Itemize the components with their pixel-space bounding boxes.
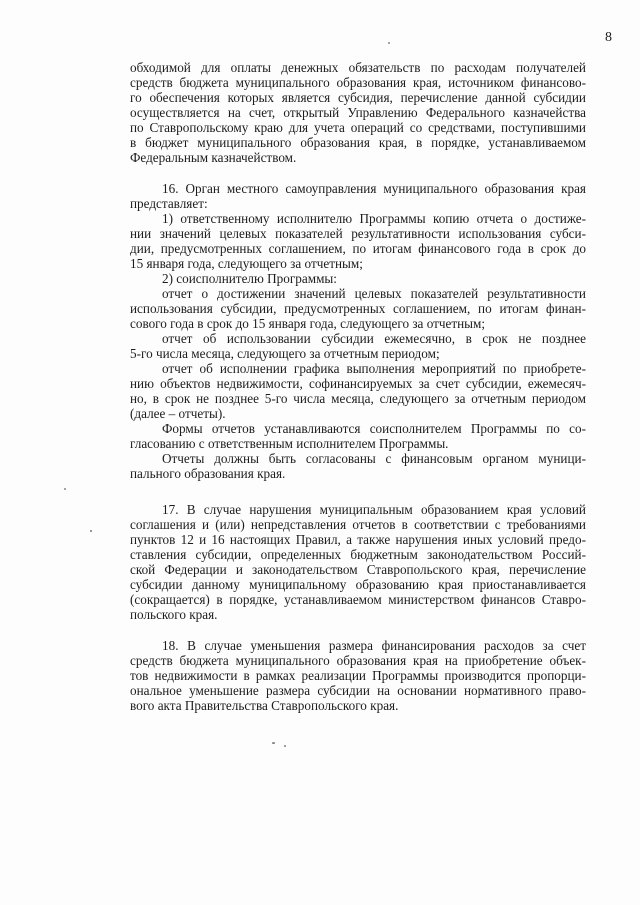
text-line: Федеральным казначейством. <box>130 150 297 165</box>
text-line: отчет об исполнении графика выполнения мероприятий по приобрете- <box>162 361 586 376</box>
text-line: го обеспечения которых является субсидия, перечисление данной субсидии <box>130 90 586 105</box>
text-line: ональное уменьшение размера субсидии на основании нормативного право- <box>130 683 586 698</box>
text-line: использования субсидии, предусмотренных соглашением, по итогам финан- <box>130 301 586 316</box>
text-line: тов недвижимости в рамках реализации Программы производится пропорци- <box>130 668 586 683</box>
text-line: отчет об использовании субсидии ежемесячно, в срок не позднее <box>162 331 586 346</box>
text-line: по Ставропольскому краю для учета операций со средствами, поступившими <box>130 120 586 135</box>
page-number: 8 <box>605 30 612 45</box>
text-line: обходимой для оплаты денежных обязательств по расходам получателей <box>130 60 586 75</box>
text-line: ставления субсидии, определенных бюджетным законодательством Россий- <box>130 547 586 562</box>
text-line: представляет: <box>130 196 208 211</box>
text-line: 2) соисполнителю Программы: <box>162 271 337 286</box>
text-line: Отчеты должны быть согласованы с финансовым органом муници- <box>162 451 586 466</box>
text-line: соглашения и (или) непредставления отчетов в соответствии с требованиями <box>130 517 586 532</box>
text-line: нии значений целевых показателей результативности использования субси- <box>130 226 586 241</box>
text-line: пального образования края. <box>130 466 286 481</box>
scan-speck <box>284 745 286 747</box>
text-line: средств бюджета муниципального образования края, источником финансово- <box>130 75 586 90</box>
text-line: Формы отчетов устанавливаются соисполнителем Программы по со- <box>162 421 586 436</box>
paragraph-17-heading: 17. В случае нарушения муниципальным образованием края условий <box>162 502 586 517</box>
text-line: гласованию с ответственным исполнителем Программы. <box>130 436 449 451</box>
text-line: сового года в срок до 15 января года, следующего за отчетным; <box>130 316 486 331</box>
text-line: нию объектов недвижимости, софинансируемых за счет субсидии, ежемесяч- <box>130 376 586 391</box>
text-line: дии, предусмотренных соглашением, по итогам финансового года в срок до <box>130 241 586 256</box>
text-line: вого акта Правительства Ставропольского края. <box>130 698 399 713</box>
text-line: в бюджет муниципального образования края, в порядке, устанавливаемом <box>130 135 586 150</box>
text-line: 1) ответственному исполнителю Программы копию отчета о достиже- <box>162 211 586 226</box>
text-line: отчет о достижении значений целевых показателей результативности <box>162 286 586 301</box>
text-line: (далее – отчеты). <box>130 406 226 421</box>
text-line: пунктов 12 и 16 настоящих Правил, а также нарушения иных условий предо- <box>130 532 586 547</box>
text-line: ской Федерации и законодательством Ставропольского края, перечисление <box>130 562 586 577</box>
text-line: польского края. <box>130 607 218 622</box>
text-line: субсидии данному муниципальному образованию края приостанавливается <box>130 577 586 592</box>
scan-speck <box>64 488 66 490</box>
text-line: но, в срок не позднее 5-го числа месяца, следующего за отчетным периодом <box>130 391 586 406</box>
scan-speck <box>272 742 275 744</box>
scan-speck <box>388 42 390 44</box>
paragraph-18-heading: 18. В случае уменьшения размера финансирования расходов за счет <box>162 638 586 653</box>
text-line: (сокращается) в порядке, устанавливаемом министерством финансов Ставро- <box>130 592 586 607</box>
text-line: 15 января года, следующего за отчетным; <box>130 256 363 271</box>
scan-speck <box>90 530 92 532</box>
text-line: осуществляется на счет, открытый Управлению Федерального казначейства <box>130 105 586 120</box>
text-line: средств бюджета муниципального образования края на приобретение объек- <box>130 653 586 668</box>
paragraph-16-heading: 16. Орган местного самоуправления муниципального образования края <box>162 181 586 196</box>
text-line: 5-го числа месяца, следующего за отчетным периодом; <box>130 346 440 361</box>
